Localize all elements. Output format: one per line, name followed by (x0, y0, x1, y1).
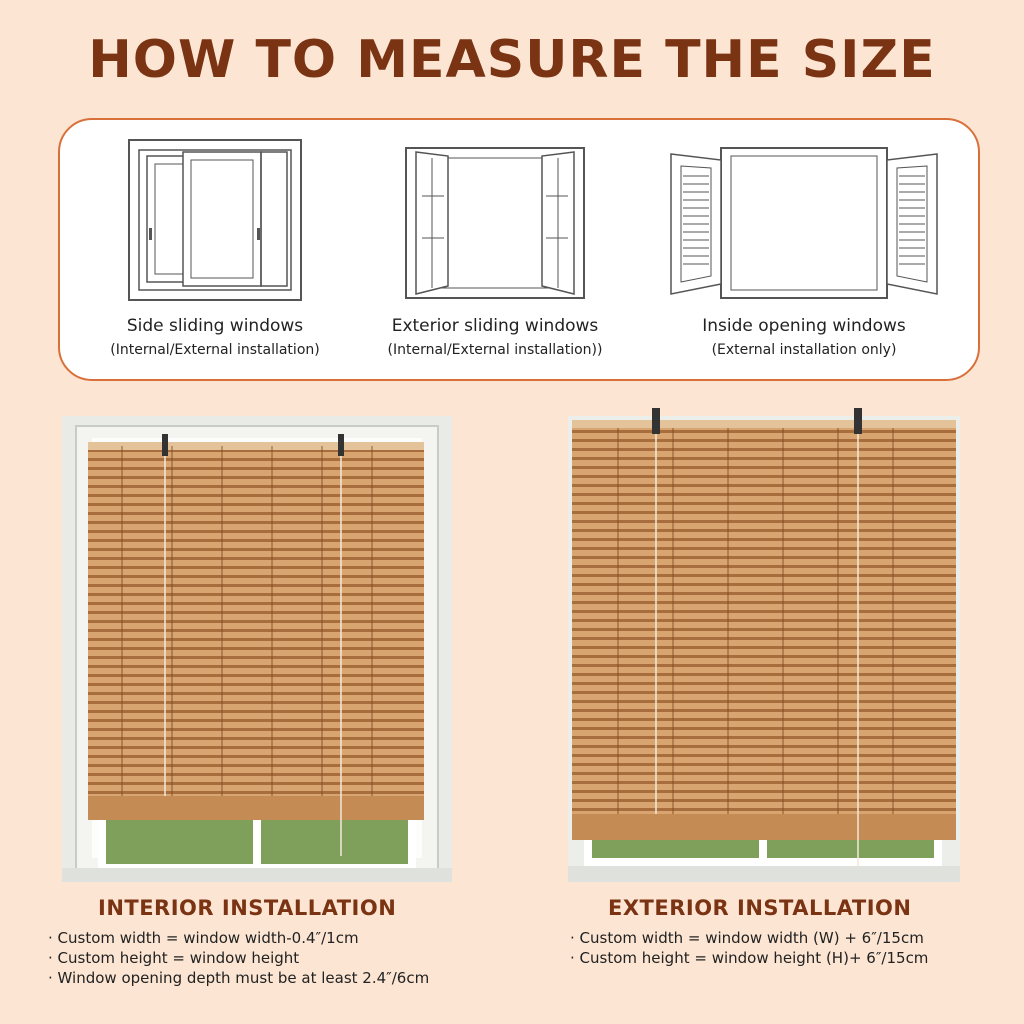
window-type-label: Inside opening windows (702, 316, 906, 336)
window-type-label: Exterior sliding windows (391, 316, 599, 336)
side-sliding-window-icon (127, 138, 303, 302)
page-title: HOW TO MEASURE THE SIZE (88, 30, 936, 90)
list-item: · Custom width = window width (W) + 6″/15cm (570, 928, 928, 948)
window-type-inside-opening (654, 146, 954, 358)
list-item: · Custom width = window width-0.4″/1cm (48, 928, 429, 948)
list-item: · Custom height = window height (H)+ 6″/15cm (570, 948, 928, 968)
interior-bullets (48, 928, 429, 988)
interior-installation-image (62, 416, 452, 882)
interior-installation-title: INTERIOR INSTALLATION (98, 896, 397, 920)
window-type-sub: (Internal/External installation) (110, 342, 320, 358)
inside-opening-window-icon (669, 146, 939, 302)
list-item: · Window opening depth must be at least 2.4″/6cm (48, 968, 429, 988)
exterior-installation-image (568, 406, 960, 882)
window-type-side-sliding (70, 138, 360, 358)
list-item: · Custom height = window height (48, 948, 429, 968)
window-type-sub: (Internal/External installation)) (387, 342, 603, 358)
exterior-bullets (570, 928, 928, 968)
exterior-installation-title: EXTERIOR INSTALLATION (608, 896, 912, 920)
window-type-label: Side sliding windows (126, 316, 304, 336)
window-types-panel (58, 118, 980, 381)
window-type-sub: (External installation only) (711, 342, 897, 358)
window-type-exterior-sliding (350, 146, 640, 358)
exterior-sliding-window-icon (404, 146, 586, 302)
